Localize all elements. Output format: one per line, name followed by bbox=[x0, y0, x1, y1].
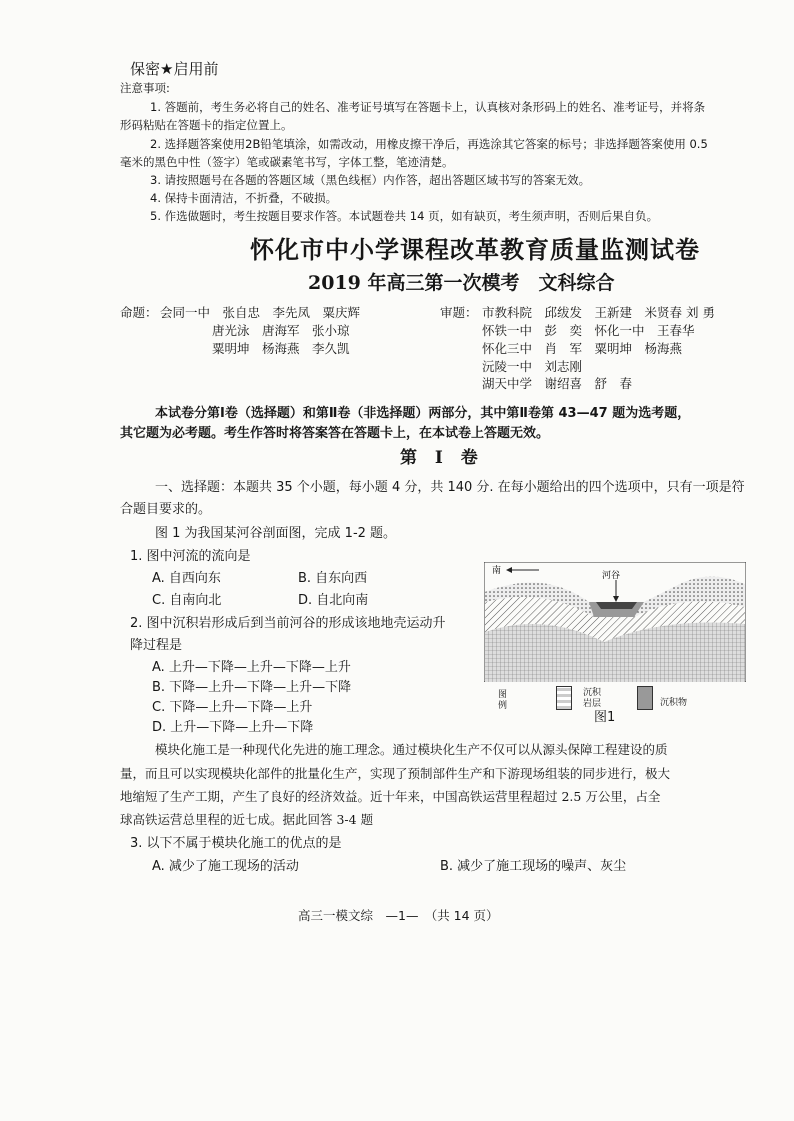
passage-line-3: 地缩短了生产工期，产生了良好的经济效益。近十年来，中国高铁运营里程超过 2.5 万公里，占全 bbox=[120, 789, 661, 804]
passage-line-1: 模块化施工是一种现代化先进的施工理念。通过模块化生产不仅可以从源头保障工程建设的质 bbox=[155, 742, 668, 757]
notice-4: 4. 保持卡面清洁，不折叠，不破损。 bbox=[150, 191, 338, 205]
notice-2: 2. 选择题答案使用2B铅笔填涂，如需改动，用橡皮擦干净后，再选涂其它答案的标号；非选择题答案使用 0.5 bbox=[150, 137, 708, 151]
section-instruction-1: 一、选择题：本题共 35 个小题，每小题 4 分，共 140 分. 在每小题给出的四个选项中，只有一项是符 bbox=[155, 480, 745, 495]
legend-label: 图例 bbox=[498, 690, 508, 711]
notice-1: 1. 答题前，考生务必将自己的姓名、准考证号填写在答题卡上，认真核对条形码上的姓名、准考证号，并将条 bbox=[150, 100, 706, 114]
reviewer-line-1: 市教科院 邱绂发 王新建 米贤春 刘 勇 bbox=[482, 305, 715, 320]
q3-option-b[interactable]: B. 减少了施工现场的噪声、灰尘 bbox=[440, 859, 627, 874]
notice-3: 3. 请按照题号在各题的答题区域（黑色线框）内作答，超出答题区域书写的答案无效。 bbox=[150, 173, 591, 187]
figure-caption: 图1 bbox=[594, 710, 616, 725]
south-label: 南 bbox=[492, 566, 502, 576]
page-footer: 高三一模文综 —1— （共 14 页） bbox=[298, 908, 499, 923]
q2-option-d[interactable]: D. 上升—下降—上升—下降 bbox=[152, 720, 314, 735]
reviewers-label: 审题： bbox=[440, 305, 478, 320]
intro-line-2: 其它题为必考题。考生作答时将答案答在答题卡上，在本试卷上答题无效。 bbox=[120, 426, 550, 441]
q1-option-c[interactable]: C. 自南向北 bbox=[152, 593, 222, 608]
legend-rock-text: 沉积岩层 bbox=[583, 688, 602, 709]
secret-label: 保密★启用前 bbox=[130, 60, 219, 78]
authors-label: 命题： bbox=[120, 305, 158, 320]
q3-option-a[interactable]: A. 减少了施工现场的活动 bbox=[152, 859, 299, 874]
valley-water bbox=[596, 602, 637, 609]
notice-2-cont: 毫米的黑色中性（签字）笔或碳素笔书写，字体工整，笔迹清楚。 bbox=[120, 155, 454, 169]
author-line-1: 会同一中 张自忠 李先凤 粟庆辉 bbox=[160, 305, 361, 320]
exam-title: 怀化市中小学课程改革教育质量监测试卷 bbox=[250, 235, 700, 264]
q1-option-d[interactable]: D. 自北向南 bbox=[298, 593, 369, 608]
legend-sediment-text: 沉积物 bbox=[660, 698, 688, 708]
q2-option-b[interactable]: B. 下降—上升—下降—上升—下降 bbox=[152, 680, 352, 695]
q3-stem: 3. 以下不属于模块化施工的优点的是 bbox=[130, 836, 342, 851]
q2-stem-2: 降过程是 bbox=[130, 638, 183, 653]
notice-title: 注意事项: bbox=[120, 81, 170, 95]
reviewer-line-4: 沅陵一中 刘志刚 bbox=[482, 359, 583, 374]
figure-lead: 图 1 为我国某河谷剖面图，完成 1-2 题。 bbox=[155, 526, 397, 541]
q1-option-a[interactable]: A. 自西向东 bbox=[152, 571, 221, 586]
reviewer-line-3: 怀化三中 肖 军 粟明坤 杨海燕 bbox=[482, 341, 683, 356]
river-valley-cross-section bbox=[484, 562, 746, 682]
q2-option-a[interactable]: A. 上升—下降—上升—下降—上升 bbox=[152, 660, 351, 675]
south-arrowhead bbox=[506, 567, 512, 573]
intro-line-1: 本试卷分第Ⅰ卷（选择题）和第Ⅱ卷（非选择题）两部分，其中第Ⅱ卷第 43—47 题为选考题， bbox=[155, 406, 691, 421]
q2-option-c[interactable]: C. 下降—上升—下降—上升 bbox=[152, 700, 313, 715]
valley-pointer-head bbox=[613, 596, 619, 602]
q1-option-b[interactable]: B. 自东向西 bbox=[298, 571, 368, 586]
reviewer-line-5: 湖天中学 谢绍喜 舒 春 bbox=[482, 376, 633, 391]
q1-stem: 1. 图中河流的流向是 bbox=[130, 549, 251, 564]
q2-stem-1: 2. 图中沉积岩形成后到当前河谷的形成该地地壳运动升 bbox=[130, 616, 446, 631]
notice-1-cont: 形码粘贴在答题卡的指定位置上。 bbox=[120, 118, 293, 132]
notice-5: 5. 作选做题时，考生按题目要求作答。本试题卷共 14 页，如有缺页，考生须声明，否则后果自负。 bbox=[150, 209, 659, 223]
valley-label: 河谷 bbox=[602, 571, 621, 581]
passage-line-2: 量，而且可以实现模块化部件的批量化生产，实现了预制部件生产和下游现场组装的同步进行，极大 bbox=[120, 766, 671, 781]
exam-subtitle: 2019 年高三第一次模考 文科综合 bbox=[308, 272, 615, 294]
reviewer-line-2: 怀铁一中 彭 奕 怀化一中 王春华 bbox=[482, 323, 695, 338]
author-line-2: 唐光泳 唐海军 张小琼 bbox=[212, 323, 350, 338]
section-instruction-2: 合题目要求的。 bbox=[120, 502, 212, 517]
legend-rock-swatch bbox=[556, 686, 572, 710]
author-line-3: 粟明坤 杨海燕 李久凯 bbox=[212, 341, 350, 356]
legend-sediment-swatch bbox=[637, 686, 653, 710]
passage-line-4: 球高铁运营总里程的近七成。据此回答 3-4 题 bbox=[120, 812, 374, 827]
section-title: 第 Ⅰ 卷 bbox=[400, 448, 484, 468]
